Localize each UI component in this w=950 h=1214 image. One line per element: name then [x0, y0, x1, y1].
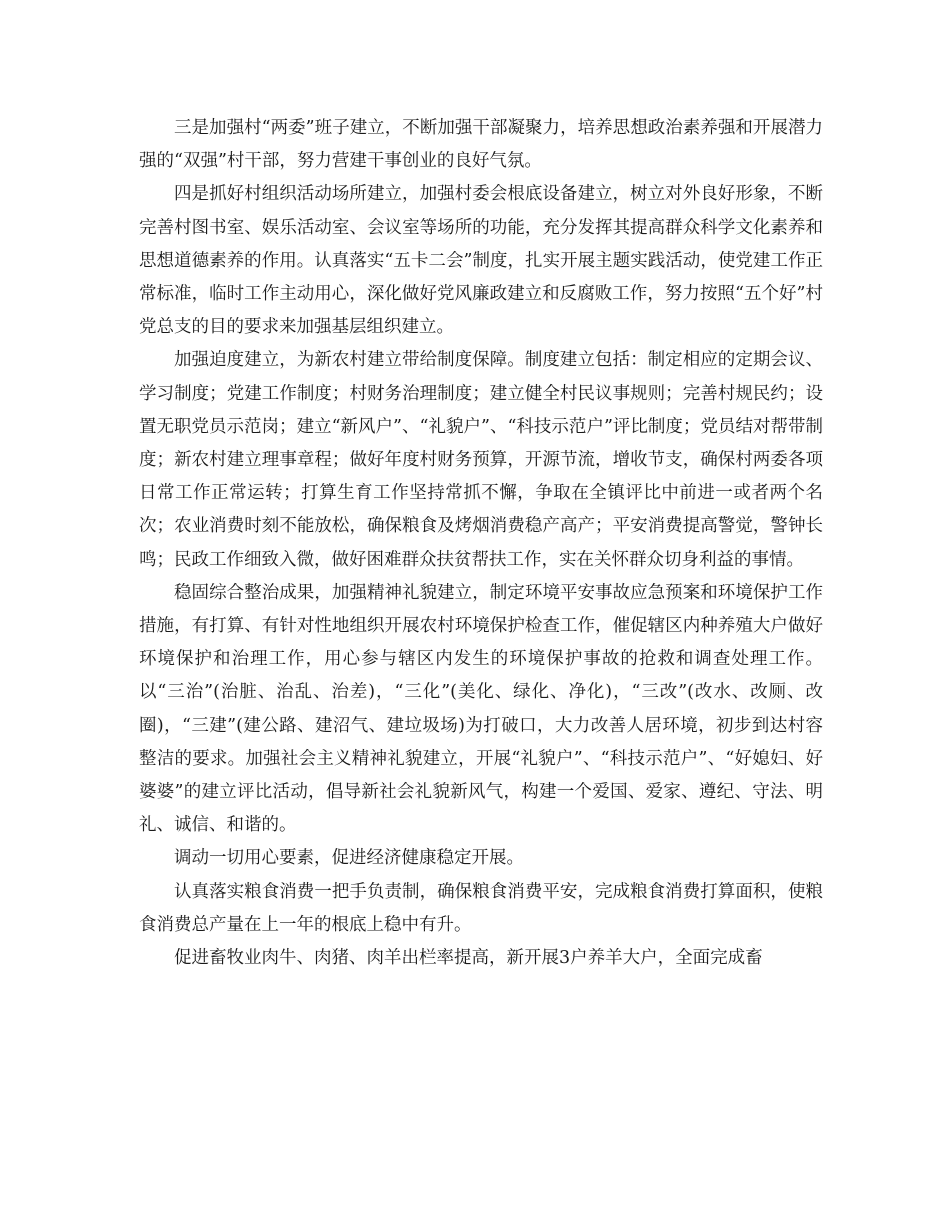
paragraph-6: 认真落实粮食消费一把手负责制，确保粮食消费平安，完成粮食消费打算面积，使粮食消费总产量在上一年的根底上稳中有升。 [139, 881, 823, 935]
document-body [139, 112, 823, 975]
paragraph-2: 四是抓好村组织活动场所建立，加强村委会根底设备建立，树立对外良好形象，不断完善村图书室、娱乐活动室、会议室等场所的功能，充分发挥其提高群众科学文化素养和思想道德素养的作用。认真落实“五卡二会”制度，扎实开展主题实践活动，使党建工作正常标准，临时工作主动用心，深化做好党风廉政建立和反腐败工作，努力按照“五个好”村党总支的目的要求来加强基层组织建立。 [139, 184, 823, 338]
paragraph-4: 稳固综合整治成果，加强精神礼貌建立，制定环境平安事故应急预案和环境保护工作措施，有打算、有针对性地组织开展农村环境保护检查工作，催促辖区内种养殖大户做好环境保护和治理工作，用心参与辖区内发生的环境保护事故的抢救和调查处理工作。以“三治”(治脏、治乱、治差)，“三化”(美化、绿化、净化)，“三改”(改水、改厕、改圈)，“三建”(建公路、建沼气、建垃圾场)为打破口，大力改善人居环境，初步到达村容整洁的要求。加强社会主义精神礼貌建立，开展“礼貌户”、“科技示范户”、“好媳妇、好婆婆”的建立评比活动，倡导新社会礼貌新风气，构建一个爱国、爱家、遵纪、守法、明礼、诚信、和谐的。 [139, 582, 823, 836]
paragraph-1: 三是加强村“两委”班子建立，不断加强干部凝聚力，培养思想政治素养强和开展潜力强的“双强”村干部，努力营建干事创业的良好气氛。 [139, 118, 823, 172]
paragraph-5: 调动一切用心要素，促进经济健康稳定开展。 [174, 848, 524, 869]
paragraph-7: 促进畜牧业肉牛、肉猪、肉羊出栏率提高，新开展3户养羊大户，全面完成畜 [174, 948, 763, 969]
paragraph-3: 加强迫度建立，为新农村建立带给制度保障。制度建立包括：制定相应的定期会议、学习制度；党建工作制度；村财务治理制度；建立健全村民议事规则；完善村规民约；设置无职党员示范岗；建立“新风户”、“礼貌户”、“科技示范户”评比制度；党员结对帮带制度；新农村建立理事章程；做好年度村财务预算，开源节流，增收节支，确保村两委各项日常工作正常运转；打算生育工作坚持常抓不懈，争取在全镇评比中前进一或者两个名次；农业消费时刻不能放松，确保粮食及烤烟消费稳产高产；平安消费提高警觉，警钟长鸣；民政工作细致入微，做好困难群众扶贫帮扶工作，实在关怀群众切身利益的事情。 [139, 350, 823, 570]
